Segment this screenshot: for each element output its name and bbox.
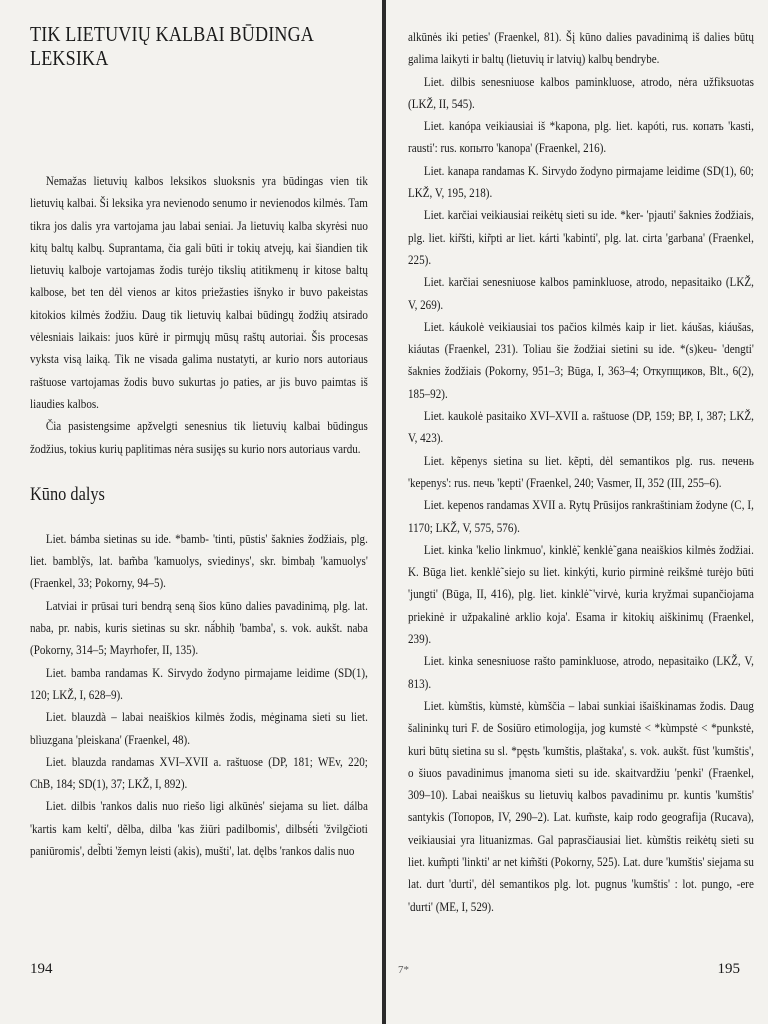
entry-paragraph: Liet. bamba randamas K. Sirvydo žodyno pirmajame leidime (SD(1), 120; LKŽ, I, 628–9). [30, 665, 368, 702]
entry-paragraph: Liet. kanapa randamas K. Sirvydo žodyno pirmajame leidime (SD(1), 60; LKŽ, V, 195, 218). [408, 163, 754, 201]
entry-paragraph: Liet. kepenos randamas XVII a. Rytų Prūsijos rankraštiniam žodyne (C, I, 1170; LKŽ, V, 575, 576). [408, 498, 754, 535]
entry-paragraph: Liet. kaukolė pasitaiko XVI–XVII a. raštuose (DP, 159; BP, I, 387; LKŽ, V, 423). [408, 409, 754, 446]
entry-paragraph: Liet. blauzdà – labai neaiškios kilmės žodis, mėginama sieti su liet. blìuzgana 'pleiskana' (Fraenkel, 48). [30, 710, 368, 747]
entry-paragraph: Liet. karčiai senesniuose kalbos paminkluose, atrodo, nepasitaiko (LKŽ, V, 269). [408, 275, 754, 312]
entry-paragraph: Liet. dilbis senesniuose kalbos paminkluose, atrodo, nėra užfiksuotas (LKŽ, II, 545). [408, 74, 754, 111]
page-number-left: 194 [30, 961, 53, 977]
entry-paragraph: Liet. kinka 'kelio linkmuo', kinklė̃, kenklė̃ gana neaiškios kilmės žodžiai. K. Būga liet. kenklė̃ siejo su liet. kinkýti, kurio pirminė reikšmė turėjo būti 'jungti' (Būga, II, 416), plg. liet. kinklė̃ 'virvė, kuria kryžmai supančiojama priekinė ir užpakalinė arklio koja'. Esama ir kitokių aiškinimų (Fraenkel, 239). [408, 542, 754, 647]
intro-paragraph: Nemažas lietuvių kalbos leksikos sluoksnis yra būdingas vien tik lietuvių kalbai. Ši leksika yra nevienodo senumo ir nevienodos kilmės. Tam tikra jos dalis yra vartojama jau labai seniai. Ja lietuvių kalba skyrėsi nuo kitų baltų kalbų. Suprantama, čia gali būti ir tokių atvejų, kai šiandien tik lietuvių kalboje vartojamas žodis turėjo tikslių atitikmenų ir kitose baltų kalbose, bet ten dėl vienos ar kitos priežasties išnyko ir buvo pakeistas kitokios kilmės žodžiu. Daug tik lietuvių kalbai būdingų žodžių atsirado vėlesniais laikais: juos kūrė ir pirmųjų mūsų raštų autoriai. Šis procesas vyksta visą laiką. Tik ne visada galima nustatyti, ar kurio nors autoriaus raštuose vartojamas žodis buvo sukurtas jo paties, ar jis buvo paimtas iš liaudies kalbos. [30, 174, 368, 411]
signature-mark: 7* [398, 964, 409, 976]
entry-paragraph: Liet. bámba sietinas su ide. *bamb- 'tinti, pūstis' šaknies žodžiais, plg. liet. bamblỹs, lat. bam̃ba 'kamuolys, sviedinys', skr. bimbaḥ 'kamuolys' (Fraenkel, 33; Pokorny, 94–5). [30, 531, 368, 591]
chapter-title-line-1: TIK LIETUVIŲ KALBAI BŪDINGA [30, 22, 315, 46]
entry-paragraph: Latviai ir prūsai turi bendrą seną šios kūno dalies pavadinimą, plg. lat. naba, pr. nabis, kuris sietinas su skr. nā́bhiḥ 'bamba', s. vok. aukšt. naba (Pokorny, 314–5; Mayrhofer, II, 135). [30, 598, 368, 658]
page-number-right: 195 [717, 961, 740, 977]
entry-paragraph: Liet. káukolė veikiausiai tos pačios kilmės kaip ir liet. káušas, kiáušas, kiáutas (Fraenkel, 231). Toliau šie žodžiai sietini su ide. *(s)keu- 'dengti' šaknies žodžiais (Pokorny, 951–3; Būga, I, 363–4; Откупщиков, Blt., 6(2), 185–92). [408, 319, 754, 401]
intro-paragraph: Čia pasistengsime apžvelgti senesnius tik lietuvių kalbai būdingus žodžius, tokius kurių paplitimas nėra susijęs su kurio nors autoriaus vardu. [30, 419, 368, 456]
right-page [386, 0, 768, 1024]
entry-paragraph: Liet. kùmštis, kùmstė, kùmščia – labai sunkiai išaiškinamas žodis. Daug šalininkų turi F. de Sosiūro etimologija, jog kumstė < *kùmpstė < *punkstė, kuri būtų sietina su sl. *pęstь 'kumštis, plaštaka', s. vok. aukšt. fūst 'kumštis', o šiuos pavadinimus įmanoma sieti su ide. skaitvardžiu 'penki' (Fraenkel, 309–10). Labai neaiškus su lietuvių kalbos pavadinimu pr. kuntis 'kumštis' santykis (Топоров, IV, 290–2). Lat. kum̃ste, kaip rodo geografija (Rucava), veikiausiai yra lituanizmas. Gal paprasčiausiai liet. kùmštis reikėtų sieti su liet. kum̃pti 'linkti' ar net kim̃šti (Pokorny, 525). Lat. dure 'kumštis' siejama su lat. durt 'durti', dėl semantikos plg. lot. pugnus 'kumštis' : lot. pungo, -ere 'durti' (ME, I, 529). [408, 698, 754, 914]
entry-paragraph: Liet. kẽpenys sietina su liet. kẽpti, dėl semantikos plg. rus. печень 'kepenys': rus. печь 'kepti' (Fraenkel, 240; Vasmer, II, 352 (III, 255–6). [408, 453, 754, 490]
chapter-title-line-2: LEKSIKA [30, 46, 109, 70]
chapter-title [30, 22, 367, 70]
entry-paragraph: alkūnės iki peties' (Fraenkel, 81). Šį kūno dalies pavadinimą iš dalies būtų galima laikyti ir baltų (lietuvių ir latvių) kalbų bendrybe. [408, 30, 754, 67]
entry-paragraph: Liet. kinka senesniuose rašto paminkluose, atrodo, nepasitaiko (LKŽ, V, 813). [408, 654, 754, 691]
left-page [0, 0, 382, 1024]
section-title: Kūno dalys [30, 483, 105, 505]
entry-paragraph: Liet. kanópa veikiausiai iš *kapona, plg. liet. kapóti, rus. копать 'kasti, rausti': rus. копыто 'kanopa' (Fraenkel, 216). [408, 119, 754, 156]
entry-paragraph: Liet. karčiai veikiausiai reikėtų sieti su ide. *ker- 'pjauti' šaknies žodžiais, plg. liet. kir̃šti, kir̃pti ar liet. kárti 'kabinti', plg. lat. cirta 'garbana' (Fraenkel, 225). [408, 208, 754, 267]
entry-paragraph: Liet. blauzda randamas XVI–XVII a. raštuose (DP, 181; WEv, 220; ChB, 184; SD(1), 37; LKŽ, I, 892). [30, 754, 368, 792]
entry-paragraph: Liet. dilbis 'rankos dalis nuo riešo ligi alkūnės' siejama su liet. dálba 'kartis kam kelti', dẽlba, dilba 'kas žiūri padilbomis', dilbsė́ti 'žvilgčioti paniūromis', del̃bti 'žemyn leisti (akis), mušti', lat. dęlbs 'rankos dalis nuo [30, 799, 368, 859]
